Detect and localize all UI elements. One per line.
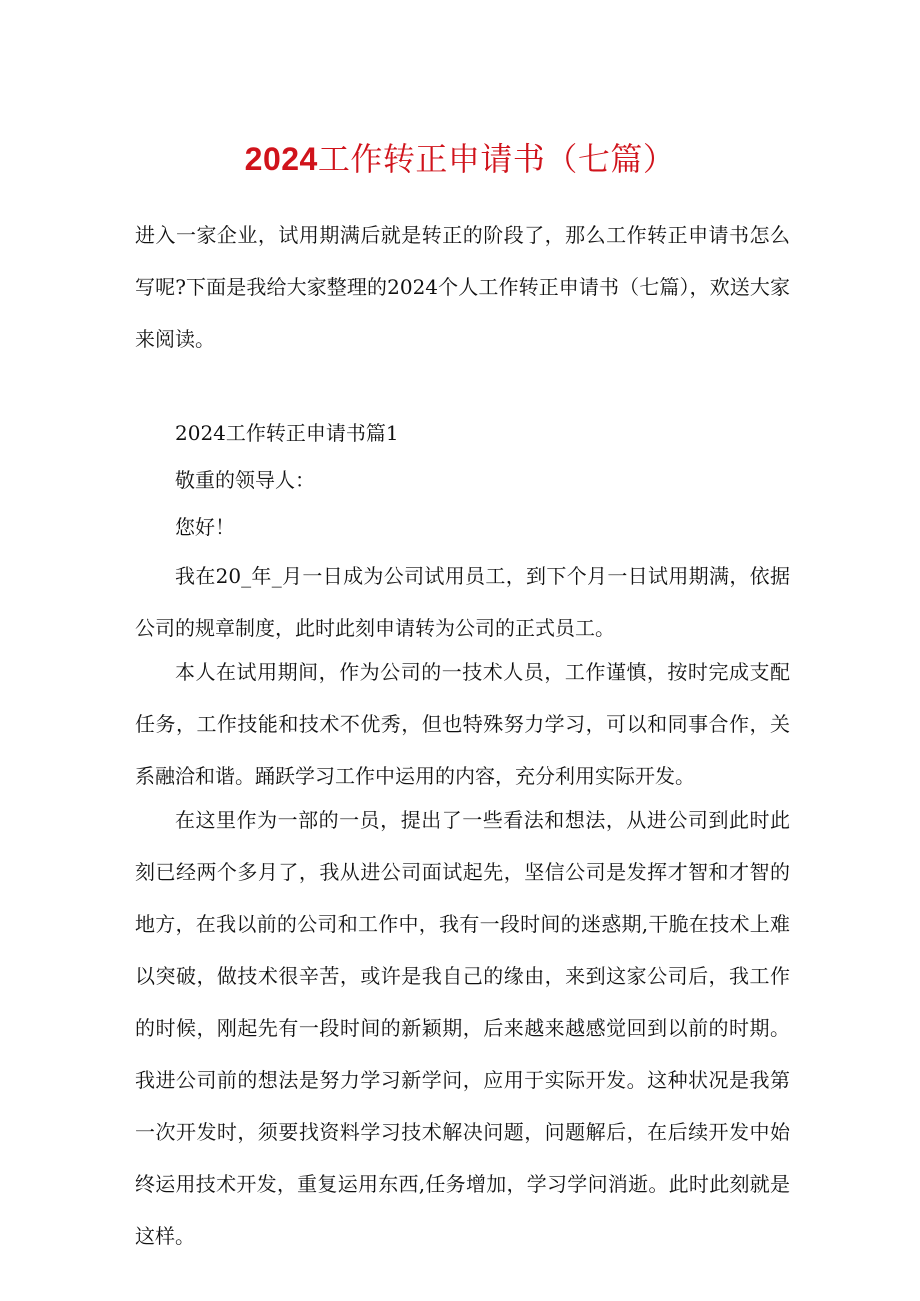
title-text: 工作转正申请书（七篇） (317, 140, 676, 178)
intro-paragraph: 进入一家企业，试用期满后就是转正的阶段了，那么工作转正申请书怎么写呢?下面是我给大家整理的2024个人工作转正申请书（七篇），欢送大家来阅读。 (135, 223, 790, 351)
body-paragraph-2: 本人在试用期间，作为公司的一技术人员，工作谨慎，按时完成支配任务，工作技能和技术不优秀，但也特殊努力学习，可以和同事合作，关系融洽和谐。踊跃学习工作中运用的内容，充分利用实际开发。 (135, 660, 790, 788)
greeting: 您好！ (175, 515, 235, 539)
body-paragraph-3: 在这里作为一部的一员，提出了一些看法和想法，从进公司到此时此刻已经两个多月了，我从进公司面试起先，坚信公司是发挥才智和才智的地方，在我以前的公司和工作中，我有一段时间的迷惑期,干脆在技术上难以突破，做技术很辛苦，或许是我自己的缘由，来到这家公司后，我工作的时候，刚起先有一段时间的新颖期，后来越来越感觉回到以前的时期。我进公司前的想法是努力学习新学问，应用于实际开发。这种状况是我第一次开发时，须要找资料学习技术解决问题，问题解后，在后续开发中始终运用技术开发，重复运用东西,任务增加，学习学问消逝。此时此刻就是这样。 (135, 808, 790, 1248)
section-heading: 2024工作转正申请书篇1 (175, 421, 399, 445)
body-paragraph-1: 我在20_年_月一日成为公司试用员工，到下个月一日试用期满，依据公司的规章制度，此时此刻申请转为公司的正式员工。 (135, 564, 790, 640)
title-year: 2024 (244, 141, 318, 177)
document-title (0, 135, 920, 183)
salutation: 敬重的领导人： (175, 468, 315, 492)
